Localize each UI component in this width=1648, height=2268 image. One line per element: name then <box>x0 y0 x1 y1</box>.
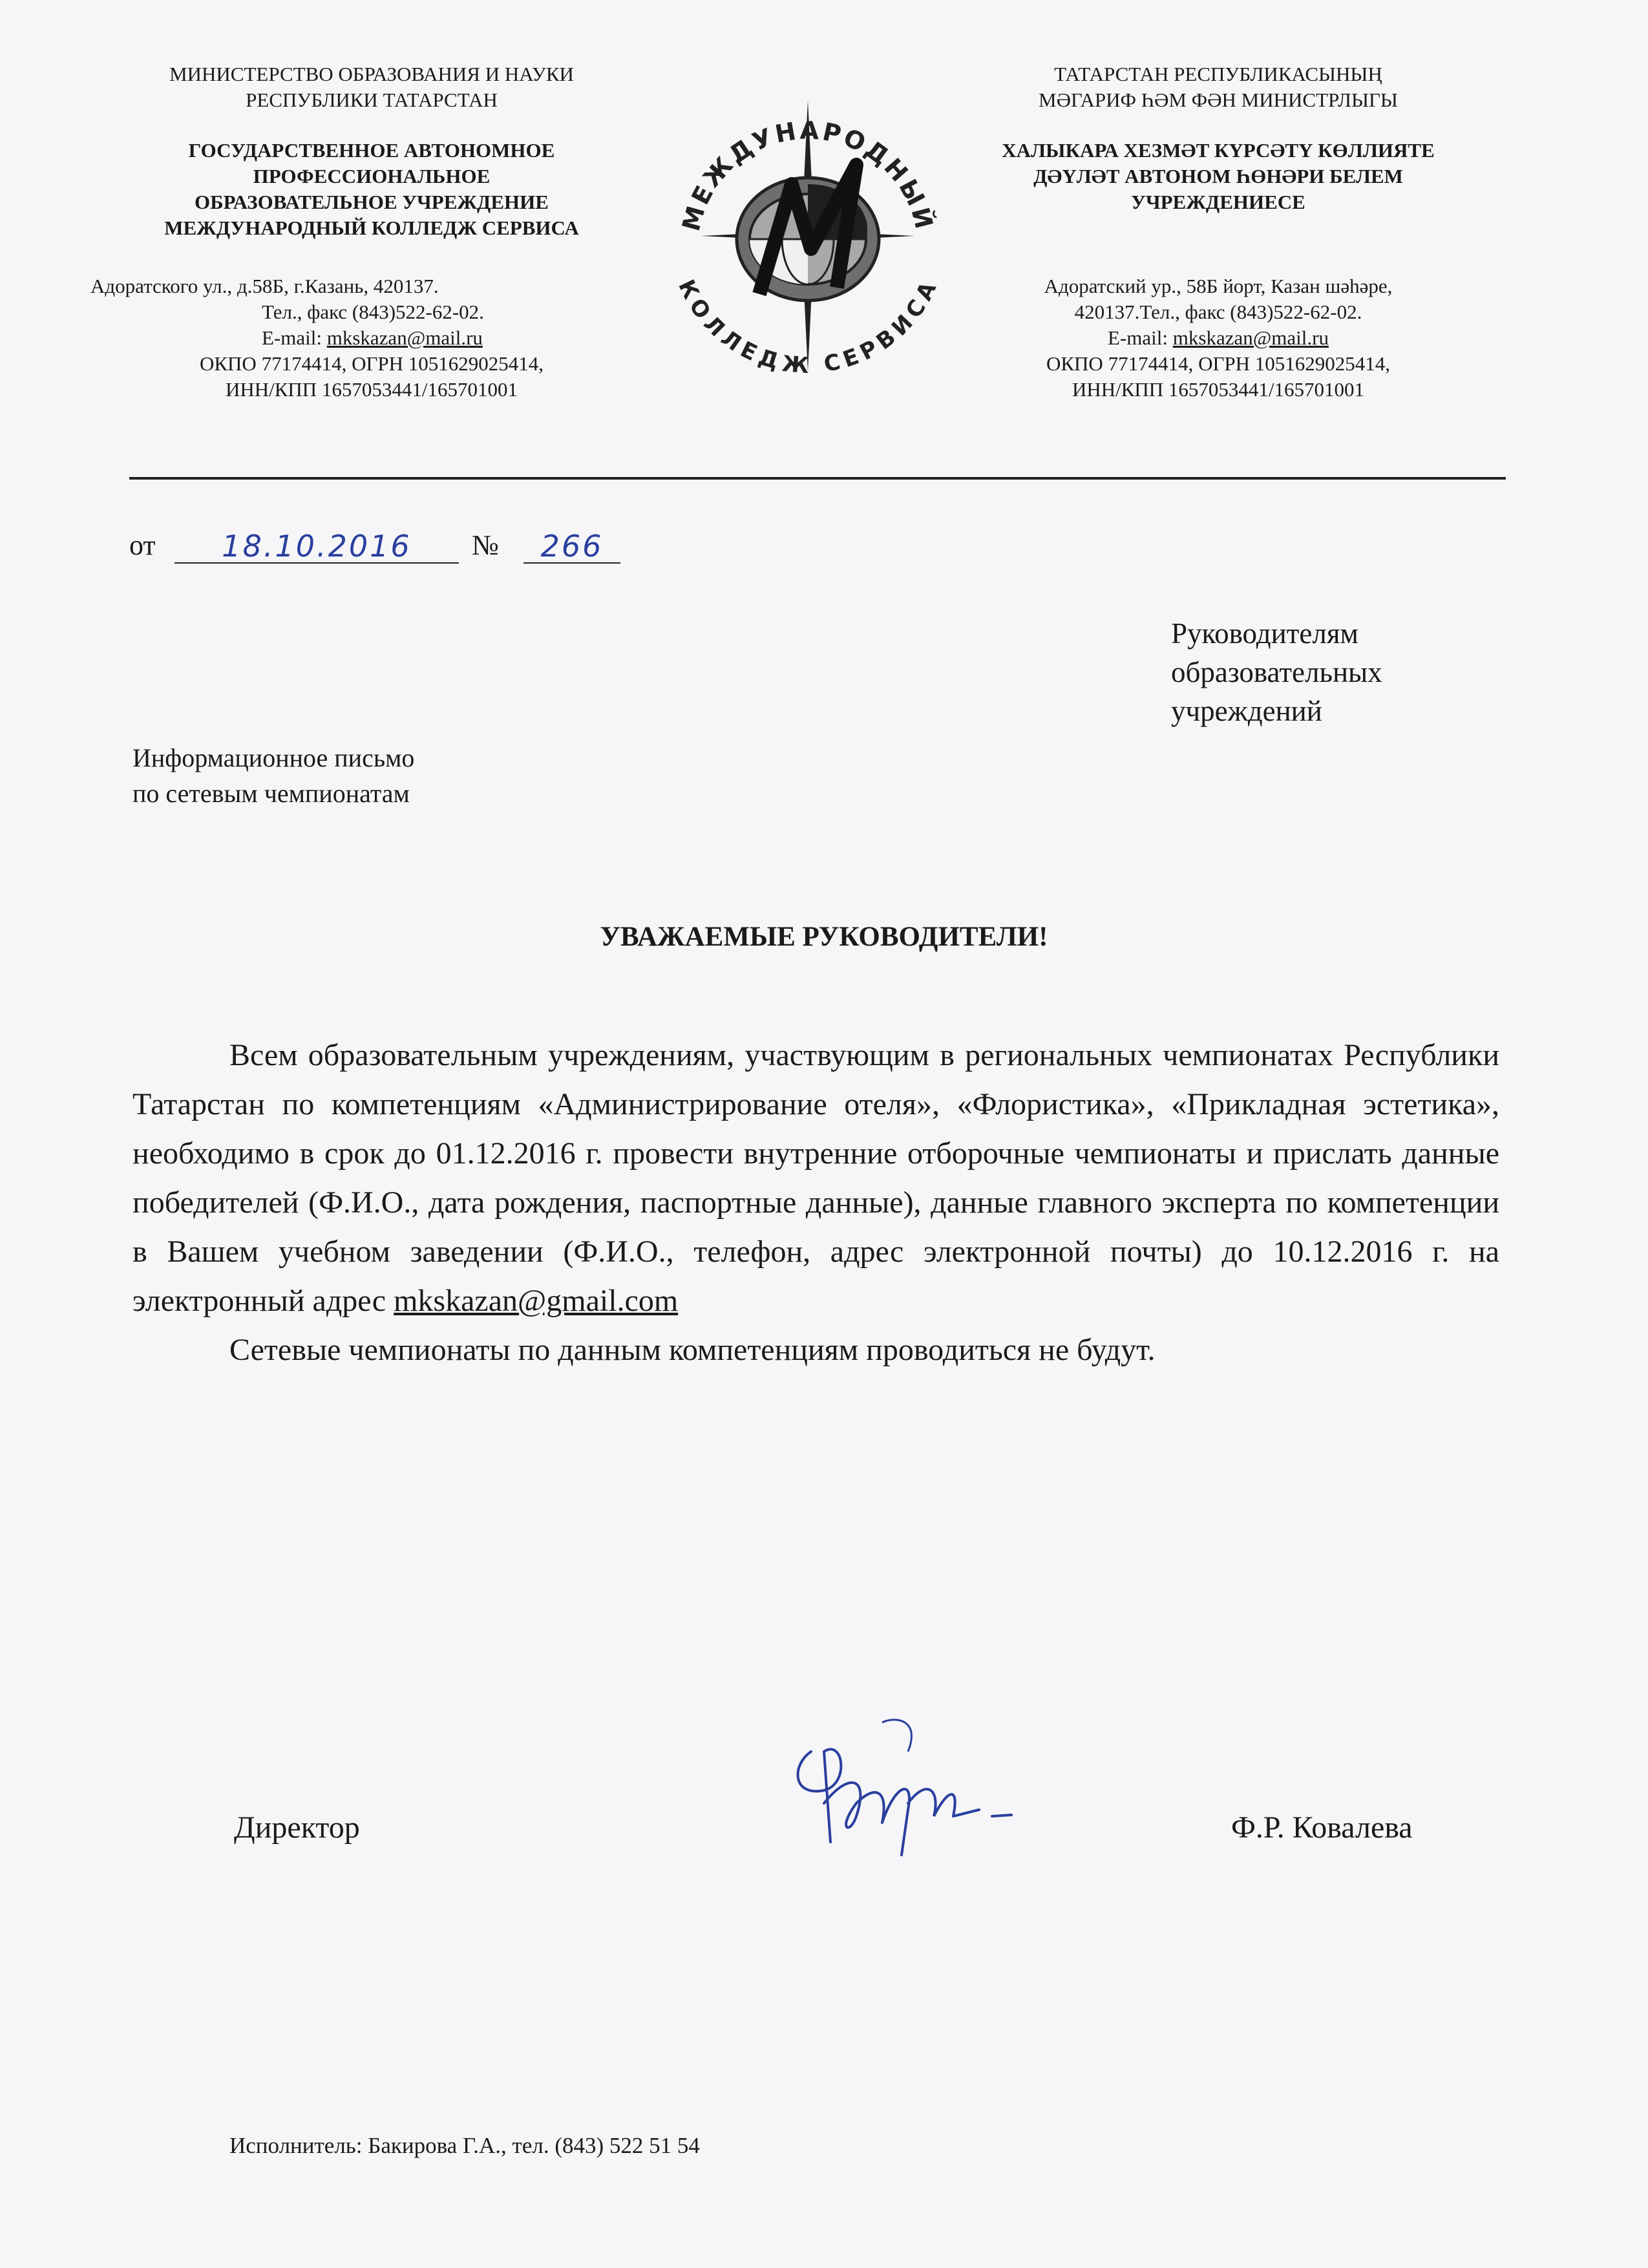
ministry-line: РЕСПУБЛИКИ ТАТАРСТАН <box>246 89 498 111</box>
header-left <box>90 61 637 403</box>
email-label: E-mail: <box>1108 326 1173 349</box>
institution-line: ХАЛЫКАРА ХЕЗМӘТ КҮРСӘТҮ КӨЛЛИЯТЕ <box>1002 139 1435 162</box>
subject <box>132 740 414 811</box>
address-line: Адоратский ур., 58Б йорт, Казан шәһәре, <box>1044 275 1393 297</box>
date-number-line <box>129 529 776 567</box>
inn-line: ИНН/КПП 1657053441/165701001 <box>225 378 518 401</box>
signer-name: Ф.Р. Ковалева <box>1231 1810 1413 1845</box>
okpo-line: ОКПО 77174414, ОГРН 1051629025414, <box>199 352 544 375</box>
date-label: от <box>129 529 156 561</box>
subject-line: по сетевым чемпионатам <box>132 779 410 808</box>
phone-line: Тел., факс (843)522-62-02. <box>262 301 484 323</box>
phone-line: 420137.Тел., факс (843)522-62-02. <box>1074 301 1362 323</box>
letter-body <box>132 1031 1499 1375</box>
address-block <box>90 273 637 403</box>
header-divider <box>129 477 1506 480</box>
email-label: E-mail: <box>262 326 327 349</box>
signer-title: Директор <box>234 1810 360 1845</box>
paragraph-text: Всем образовательным учреждениям, участвующим в региональных чемпионатах Республики Татарстан по компетенциям «Администрирование отеля», «Флористика», «Прикладная эстетика», необходимо в срок до 01.12.2016 г. провести внутренние отборочные чемпионаты и прислать данные победителей (Ф.И.О., дата рождения, паспортные данные), данные главного эксперта по компетенции в Вашем учебном заведении (Ф.И.О., телефон, адрес электронной почты) до 10.12.2016 г. на электронный адрес <box>132 1038 1499 1318</box>
executor-line: Исполнитель: Бакирова Г.А., тел. (843) 522 51 54 <box>229 2133 700 2158</box>
institution-line: ДӘҮЛӘТ АВТОНОМ ҺӨНӘРИ БЕЛЕМ <box>1033 165 1403 187</box>
okpo-line: ОКПО 77174414, ОГРН 1051629025414, <box>1046 352 1391 375</box>
logo-bottom-text: КОЛЛЕДЖ СЕРВИСА <box>673 275 943 379</box>
inn-line: ИНН/КПП 1657053441/165701001 <box>1072 378 1365 401</box>
addressee-line: образовательных <box>1171 656 1382 688</box>
addressee <box>1171 614 1382 730</box>
institution-line: ПРОФЕССИОНАЛЬНОЕ <box>253 165 491 187</box>
college-logo-icon <box>662 87 953 385</box>
date-value: 18.10.2016 <box>174 529 459 564</box>
institution-line: УЧРЕЖДЕНИЕСЕ <box>1131 191 1305 213</box>
email-link[interactable]: mkskazan@mail.ru <box>1172 326 1329 349</box>
email-link[interactable]: mkskazan@gmail.com <box>394 1284 679 1318</box>
paragraph: Сетевые чемпионаты по данным компетенциям проводиться не будут. <box>229 1333 1156 1367</box>
email-link[interactable]: mkskazan@mail.ru <box>326 326 483 349</box>
ministry-line: МИНИСТЕРСТВО ОБРАЗОВАНИЯ И НАУКИ <box>169 63 574 85</box>
addressee-line: учреждений <box>1171 695 1322 727</box>
institution-line: ОБРАЗОВАТЕЛЬНОЕ УЧРЕЖДЕНИЕ <box>195 191 549 213</box>
greeting: УВАЖАЕМЫЕ РУКОВОДИТЕЛИ! <box>600 922 1048 952</box>
ministry-line: ТАТАРСТАН РЕСПУБЛИКАСЫНЫҢ <box>1054 63 1382 85</box>
number-label: № <box>472 529 499 561</box>
ministry-line: МӘГАРИФ ҺӘМ ФӘН МИНИСТРЛЫГЫ <box>1039 89 1398 111</box>
addressee-line: Руководителям <box>1171 617 1358 650</box>
logo-top-text: МЕЖДУНАРОДНЫЙ <box>676 116 939 235</box>
institution-line: ГОСУДАРСТВЕННОЕ АВТОНОМНОЕ <box>188 139 555 162</box>
signature-icon <box>785 1713 1031 1861</box>
institution-line: МЕЖДУНАРОДНЫЙ КОЛЛЕДЖ СЕРВИСА <box>164 217 579 239</box>
number-value: 266 <box>523 529 620 564</box>
paragraph <box>132 1031 1499 1326</box>
header-right <box>953 61 1483 403</box>
address-line: Адоратского ул., д.58Б, г.Казань, 420137. <box>90 275 439 297</box>
subject-line: Информационное письмо <box>132 743 415 772</box>
